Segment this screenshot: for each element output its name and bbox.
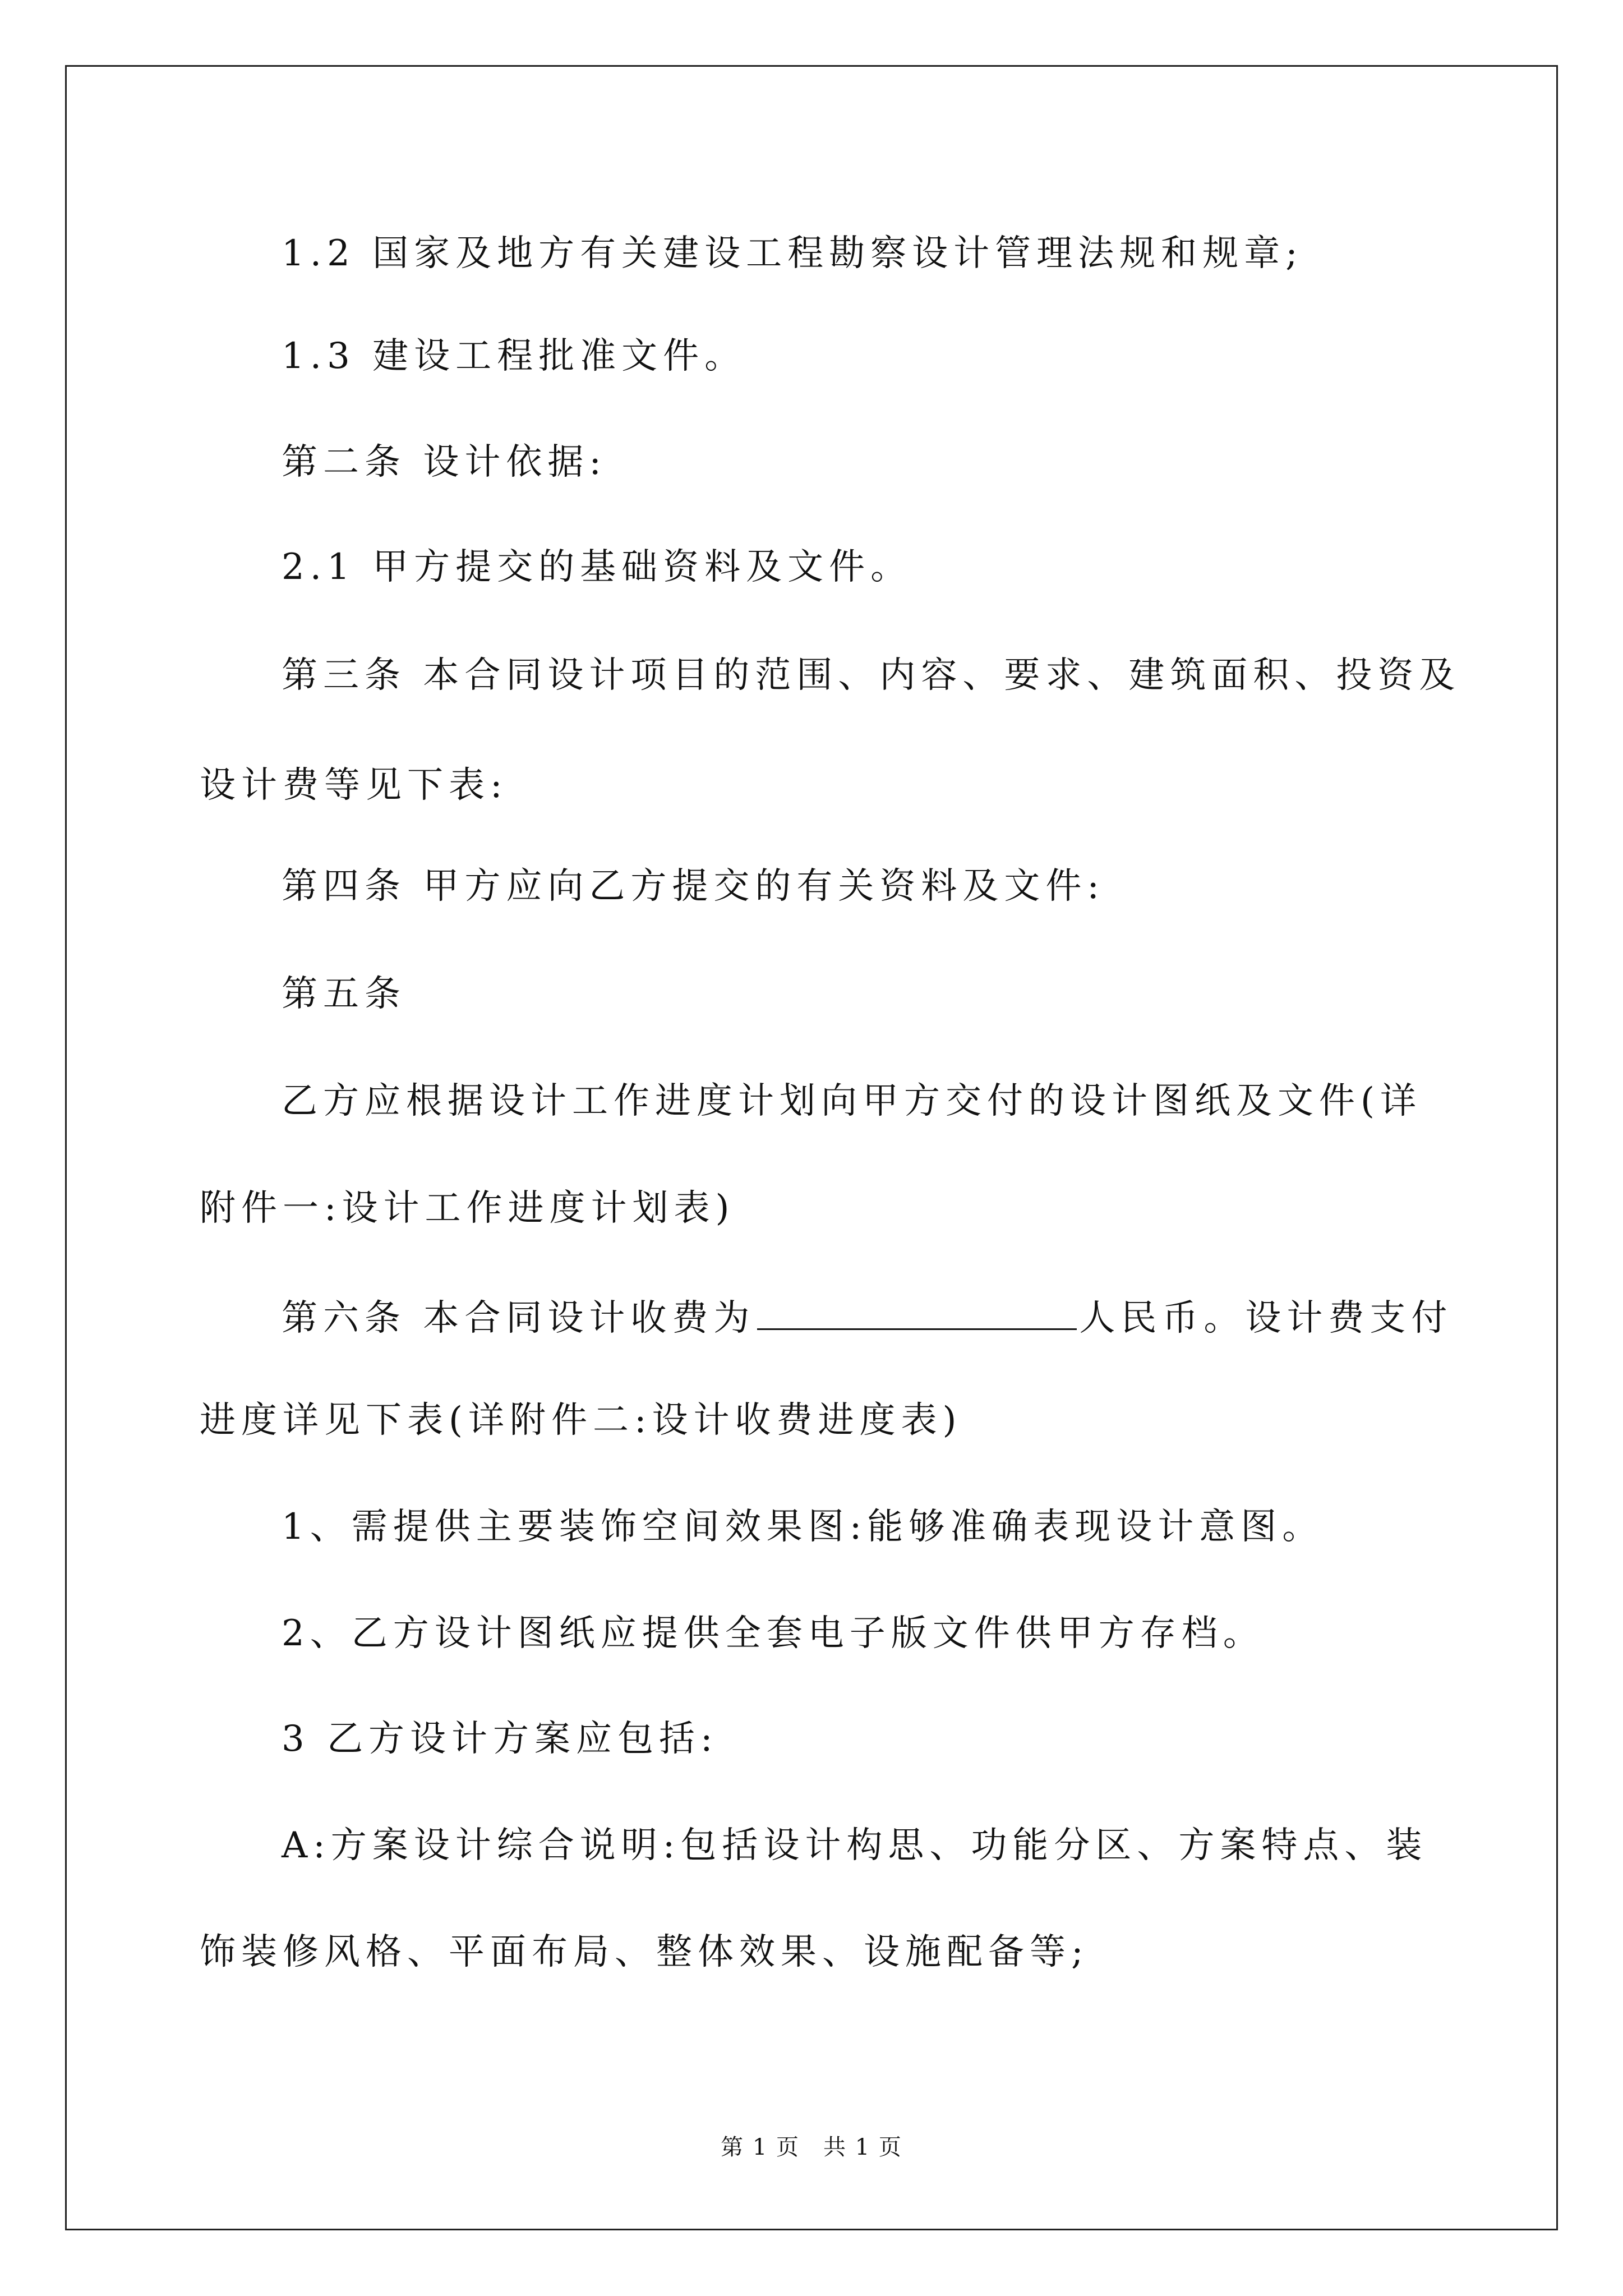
paragraph-1-3: 1.3 建设工程批准文件。 — [282, 335, 746, 377]
article-4-heading: 第四条 甲方应向乙方提交的有关资料及文件: — [282, 866, 1105, 907]
article-6-text-before: 第六条 本合同设计收费为 — [282, 1297, 755, 1339]
article-5-heading: 第五条 — [282, 973, 406, 1015]
article-6-line-1 — [282, 1296, 1453, 1339]
item-3: 3 乙方设计方案应包括: — [282, 1718, 718, 1760]
article-3-line-1: 第三条 本合同设计项目的范围、内容、要求、建筑面积、投资及 — [282, 655, 1461, 696]
item-1: 1、需提供主要装饰空间效果图:能够准确表现设计意图。 — [282, 1506, 1324, 1548]
paragraph-1-2: 1.2 国家及地方有关建设工程勘察设计管理法规和规章; — [282, 233, 1303, 274]
item-a-line-2: 饰装修风格、平面布局、整体效果、设施配备等; — [200, 1931, 1089, 1973]
page-frame — [65, 65, 1558, 2230]
article-2-heading: 第二条 设计依据: — [282, 441, 607, 483]
article-6-text-after: 人民币。设计费支付 — [1079, 1297, 1453, 1339]
paragraph-2-1: 2.1 甲方提交的基础资料及文件。 — [282, 546, 912, 588]
fee-blank-field[interactable] — [757, 1296, 1077, 1330]
item-2: 2、乙方设计图纸应提供全套电子版文件供甲方存档。 — [282, 1613, 1265, 1654]
article-5-line-2: 附件一:设计工作进度计划表) — [200, 1188, 735, 1229]
item-a-line-1: A:方案设计综合说明:包括设计构思、功能分区、方案特点、装 — [282, 1825, 1428, 1866]
article-5-line-1: 乙方应根据设计工作进度计划向甲方交付的设计图纸及文件(详 — [282, 1080, 1422, 1122]
article-3-line-2: 设计费等见下表: — [200, 765, 508, 806]
page-footer: 第 1 页 共 1 页 — [721, 2134, 902, 2160]
article-6-line-2: 进度详见下表(详附件二:设计收费进度表) — [200, 1400, 962, 1441]
